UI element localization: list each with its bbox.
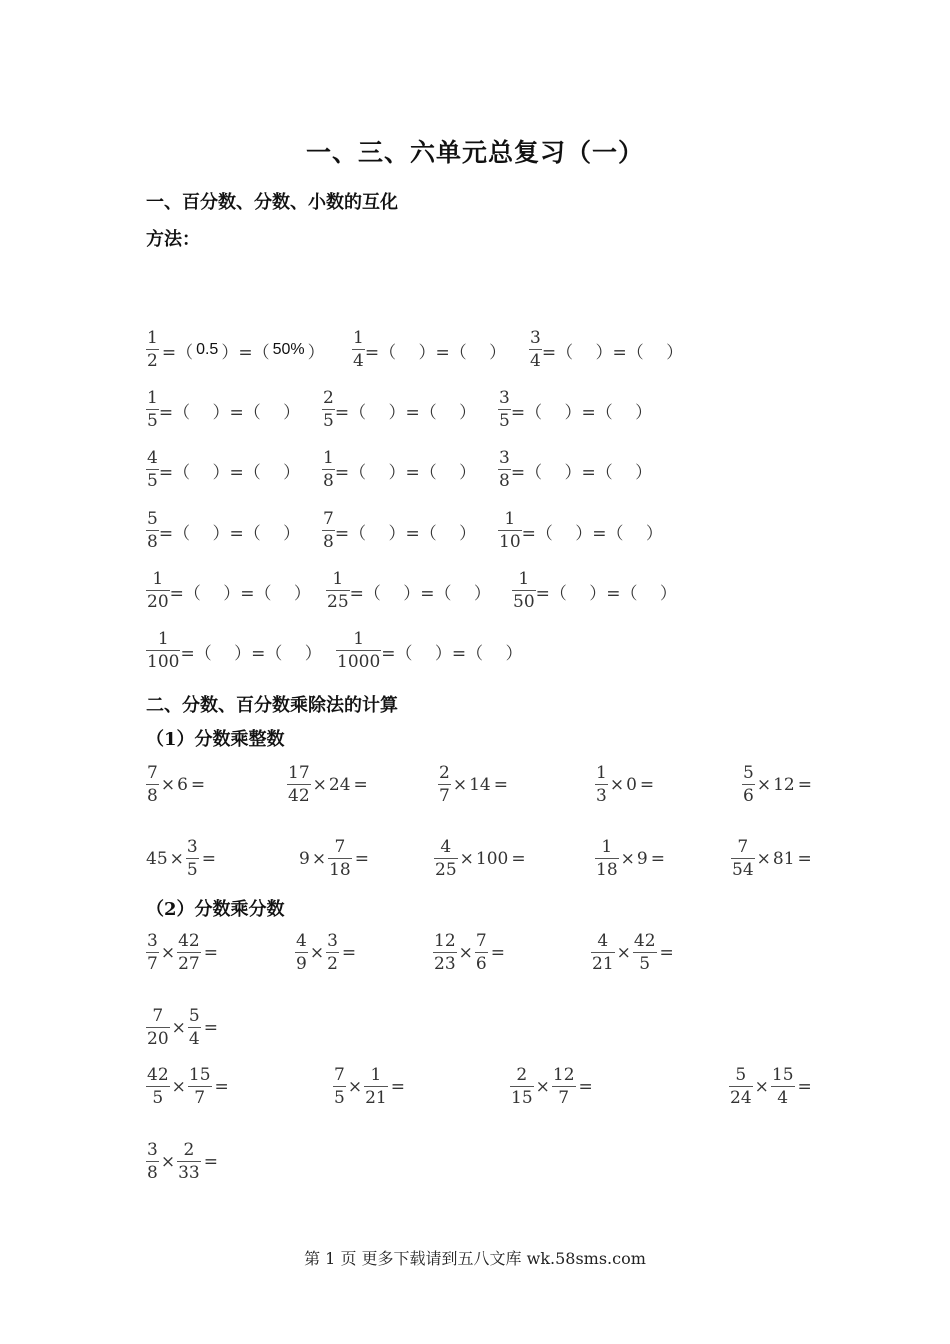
fraction-times-fraction: $\frac{4}{9}$ × $\frac{3}{2}$ = <box>296 931 357 974</box>
conversion-item: $\frac{3}{8}$ =（ ）=（ ） <box>499 448 653 491</box>
conversion-item: $\frac{4}{5}$ =（ ）=（ ） <box>147 448 301 491</box>
fraction-times-integer: $\frac{17}{42}$ × 24 = <box>288 763 368 806</box>
answer-blanks: =（ ）=（ ） <box>364 342 507 363</box>
fraction: $\frac{1}{2}$ <box>147 328 158 371</box>
conversion-item: $\frac{5}{8}$ =（ ）=（ ） <box>147 509 301 552</box>
fraction-times-fraction: $\frac{4}{21}$ × $\frac{42}{5}$ = <box>592 931 674 974</box>
integer-times-fraction: 45 × $\frac{3}{5}$ = <box>146 837 216 880</box>
page-title: 一、三、六单元总复习（一） <box>305 138 644 167</box>
subsection-1-heading: （1）分数乘整数 <box>146 729 285 750</box>
answer-blanks: =（ ）=（ ） <box>169 583 311 604</box>
integer-times-fraction: 9 × $\frac{7}{18}$ = <box>299 837 369 880</box>
conversion-item: $\frac{1}{100}$ =（ ）=（ ） <box>147 629 322 672</box>
answer-blanks: =（ ）=（ ） <box>349 583 491 604</box>
answer-blanks: =（ ）=（ ） <box>158 402 301 423</box>
subsection-2-heading: （2）分数乘分数 <box>146 899 285 920</box>
fraction-times-fraction: $\frac{12}{23}$ × $\frac{7}{6}$ = <box>434 931 505 974</box>
answer-blanks: =（ ）=（ ） <box>180 643 322 664</box>
fraction-times-integer: $\frac{1}{3}$ × 0 = <box>596 763 655 806</box>
fraction-times-integer: $\frac{2}{7}$ × 14 = <box>439 763 508 806</box>
fraction-times-integer: $\frac{5}{6}$ × 12 = <box>743 763 812 806</box>
conversion-item: $\frac{1}{20}$ =（ ）=（ ） <box>147 569 311 612</box>
fraction-times-integer: $\frac{7}{8}$ × 6 = <box>147 763 206 806</box>
example-decimal: 0.5 <box>196 341 219 358</box>
answer-blanks: =（ ）=（ ） <box>334 462 477 483</box>
conversion-item: $\frac{2}{5}$ =（ ）=（ ） <box>323 388 477 431</box>
conversion-item: $\frac{1}{25}$ =（ ）=（ ） <box>327 569 491 612</box>
method-label: 方法： <box>146 229 200 250</box>
conversion-item: $\frac{1}{8}$ =（ ）=（ ） <box>323 448 477 491</box>
answer-blanks: =（ ）=（ ） <box>334 402 477 423</box>
fraction-times-fraction: $\frac{3}{7}$ × $\frac{42}{27}$ = <box>147 931 218 974</box>
fraction-times-fraction: $\frac{7}{5}$ × $\frac{1}{21}$ = <box>334 1065 405 1108</box>
section-2-heading: 二、分数、百分数乘除法的计算 <box>146 695 398 716</box>
conversion-item: $\frac{1}{4}$ =（ ）=（ ） <box>353 328 507 371</box>
section-1-heading: 一、百分数、分数、小数的互化 <box>146 192 398 213</box>
answer-blanks: =（ ）=（ ） <box>541 342 684 363</box>
answer-blanks: =（ ）=（ ） <box>510 462 653 483</box>
fraction-times-fraction: $\frac{3}{8}$ × $\frac{2}{33}$ = <box>147 1140 218 1183</box>
conversion-item: $\frac{3}{4}$ =（ ）=（ ） <box>530 328 684 371</box>
fraction-times-integer: $\frac{4}{25}$ × 100 = <box>435 837 526 880</box>
answer-blanks: =（ ）=（ ） <box>535 583 677 604</box>
answer-blanks: =（ ）=（ ） <box>334 523 477 544</box>
fraction-times-fraction: $\frac{2}{15}$ × $\frac{12}{7}$ = <box>511 1065 593 1108</box>
conversion-item: $\frac{1}{1000}$ =（ ）=（ ） <box>337 629 523 672</box>
example-percent: 50% <box>272 341 305 358</box>
conversion-item: $\frac{3}{5}$ =（ ）=（ ） <box>499 388 653 431</box>
answer-blanks: =（ ）=（ ） <box>381 643 523 664</box>
fraction-times-integer: $\frac{7}{54}$ × 81 = <box>732 837 812 880</box>
answer-blanks: =（ ）=（ ） <box>158 523 301 544</box>
answer-blanks: =（ ）=（ ） <box>510 402 653 423</box>
fraction-times-fraction: $\frac{7}{20}$ × $\frac{5}{4}$ = <box>147 1006 218 1049</box>
fraction-times-integer: $\frac{1}{18}$ × 9 = <box>596 837 665 880</box>
answer-blanks: =（ ）=（ ） <box>158 462 301 483</box>
fraction-times-fraction: $\frac{42}{5}$ × $\frac{15}{7}$ = <box>147 1065 229 1108</box>
conversion-example: $\frac{1}{2}$ =（ 0.5 ）=（ 50% ） <box>147 328 325 371</box>
conversion-item: $\frac{1}{10}$ =（ ）=（ ） <box>499 509 663 552</box>
conversion-item: $\frac{1}{50}$ =（ ）=（ ） <box>513 569 677 612</box>
page-footer: 第 1 页 更多下载请到五八文库 wk.58sms.com <box>304 1249 646 1268</box>
conversion-item: $\frac{1}{5}$ =（ ）=（ ） <box>147 388 301 431</box>
conversion-item: $\frac{7}{8}$ =（ ）=（ ） <box>323 509 477 552</box>
fraction-times-fraction: $\frac{5}{24}$ × $\frac{15}{4}$ = <box>730 1065 812 1108</box>
answer-blanks: =（ ）=（ ） <box>521 523 663 544</box>
